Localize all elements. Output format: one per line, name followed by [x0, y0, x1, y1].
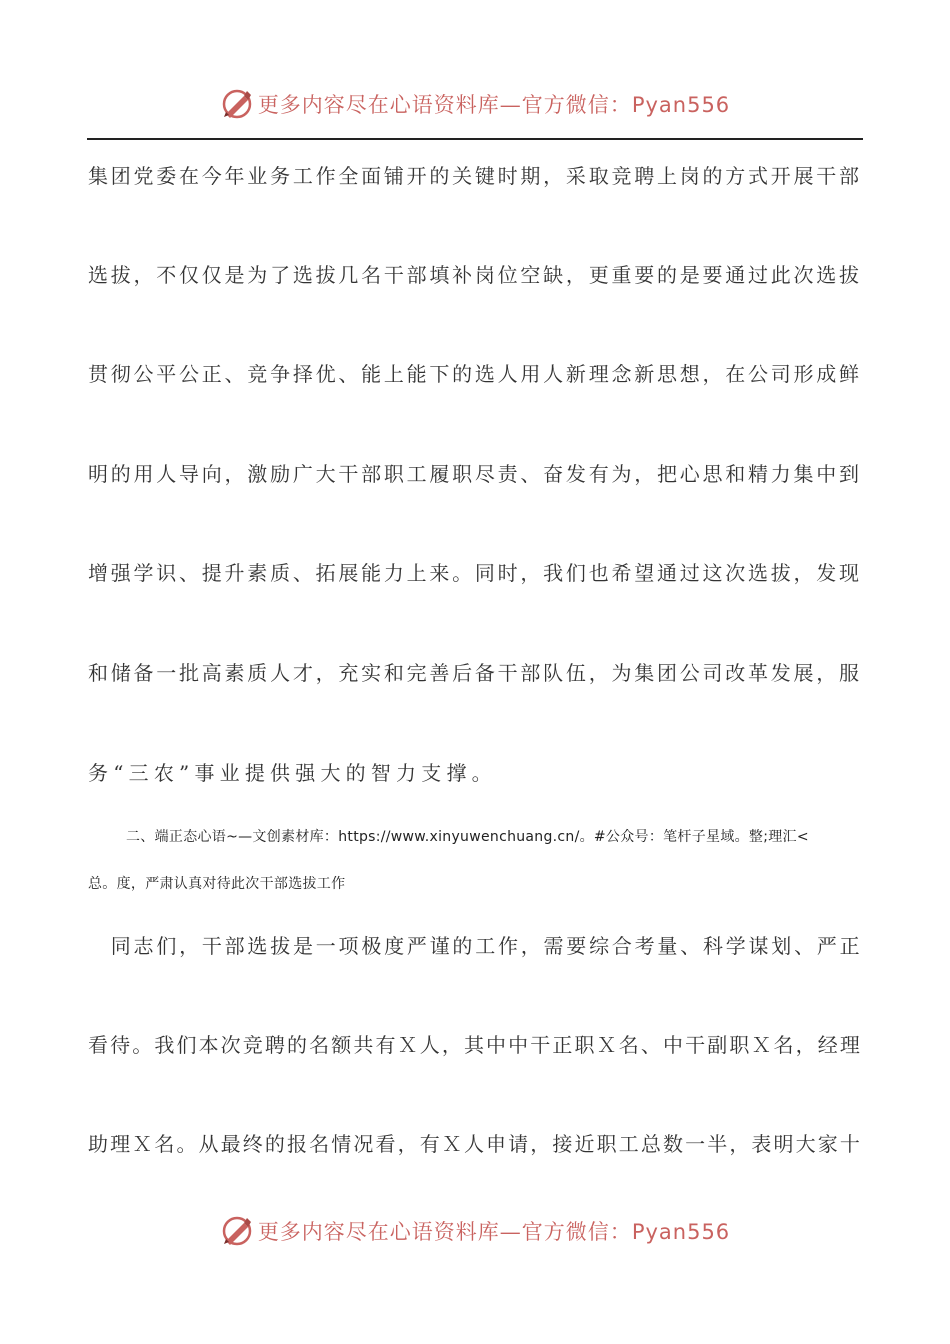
body-line-3: 贯彻公平公正、竞争择优、能上能下的选人用人新理念新思想，在公司形成鲜 — [88, 362, 862, 386]
body-line-5: 增强学识、提升素质、拓展能力上来。同时，我们也希望通过这次选拔，发现 — [88, 561, 862, 585]
body-line-6: 和储备一批高素质人才，充实和完善后备干部队伍，为集团公司改革发展，服 — [88, 661, 862, 685]
header-divider — [87, 138, 863, 140]
banner-text — [258, 89, 730, 119]
section-heading-line-1: 二、端正态心语~—文创素材库：https://www.xinyuwenchuang.cn/。#公众号：笔杆子星域。整;理汇< — [126, 829, 809, 845]
banner-wechat-id: Pyan556 — [631, 93, 731, 117]
body-line-1: 集团党委在今年业务工作全面铺开的关键时期，采取竞聘上岗的方式开展干部 — [88, 164, 862, 188]
footer-banner — [0, 1209, 950, 1253]
body-line-7: 务“三农”事业提供强大的智力支撑。 — [88, 761, 497, 785]
body2-line-2: 看待。我们本次竞聘的名额共有Ｘ人，其中中干正职Ｘ名、中干副职Ｘ名，经理 — [88, 1033, 862, 1057]
body-line-2: 选拔，不仅仅是为了选拔几名干部填补岗位空缺，更重要的是要通过此次选拔 — [88, 263, 862, 287]
banner-text — [258, 1216, 730, 1246]
header-banner — [0, 82, 950, 126]
banner-wechat-id: Pyan556 — [631, 1220, 731, 1244]
body-line-4: 明的用人导向，激励广大干部职工履职尽责、奋发有为，把心思和精力集中到 — [88, 462, 862, 486]
pen-logo-icon — [220, 1214, 254, 1248]
section-heading-line-2: 总。度，严肃认真对待此次干部选拔工作 — [88, 876, 346, 892]
body2-line-3: 助理Ｘ名。从最终的报名情况看，有Ｘ人申请，接近职工总数一半，表明大家十 — [88, 1132, 862, 1156]
banner-slogan: 更多内容尽在心语资料库—官方微信： — [257, 1220, 632, 1244]
body2-line-1: 同志们，干部选拔是一项极度严谨的工作，需要综合考量、科学谋划、严正 — [88, 934, 863, 958]
pen-logo-icon — [220, 87, 254, 121]
banner-slogan: 更多内容尽在心语资料库—官方微信： — [257, 93, 632, 117]
